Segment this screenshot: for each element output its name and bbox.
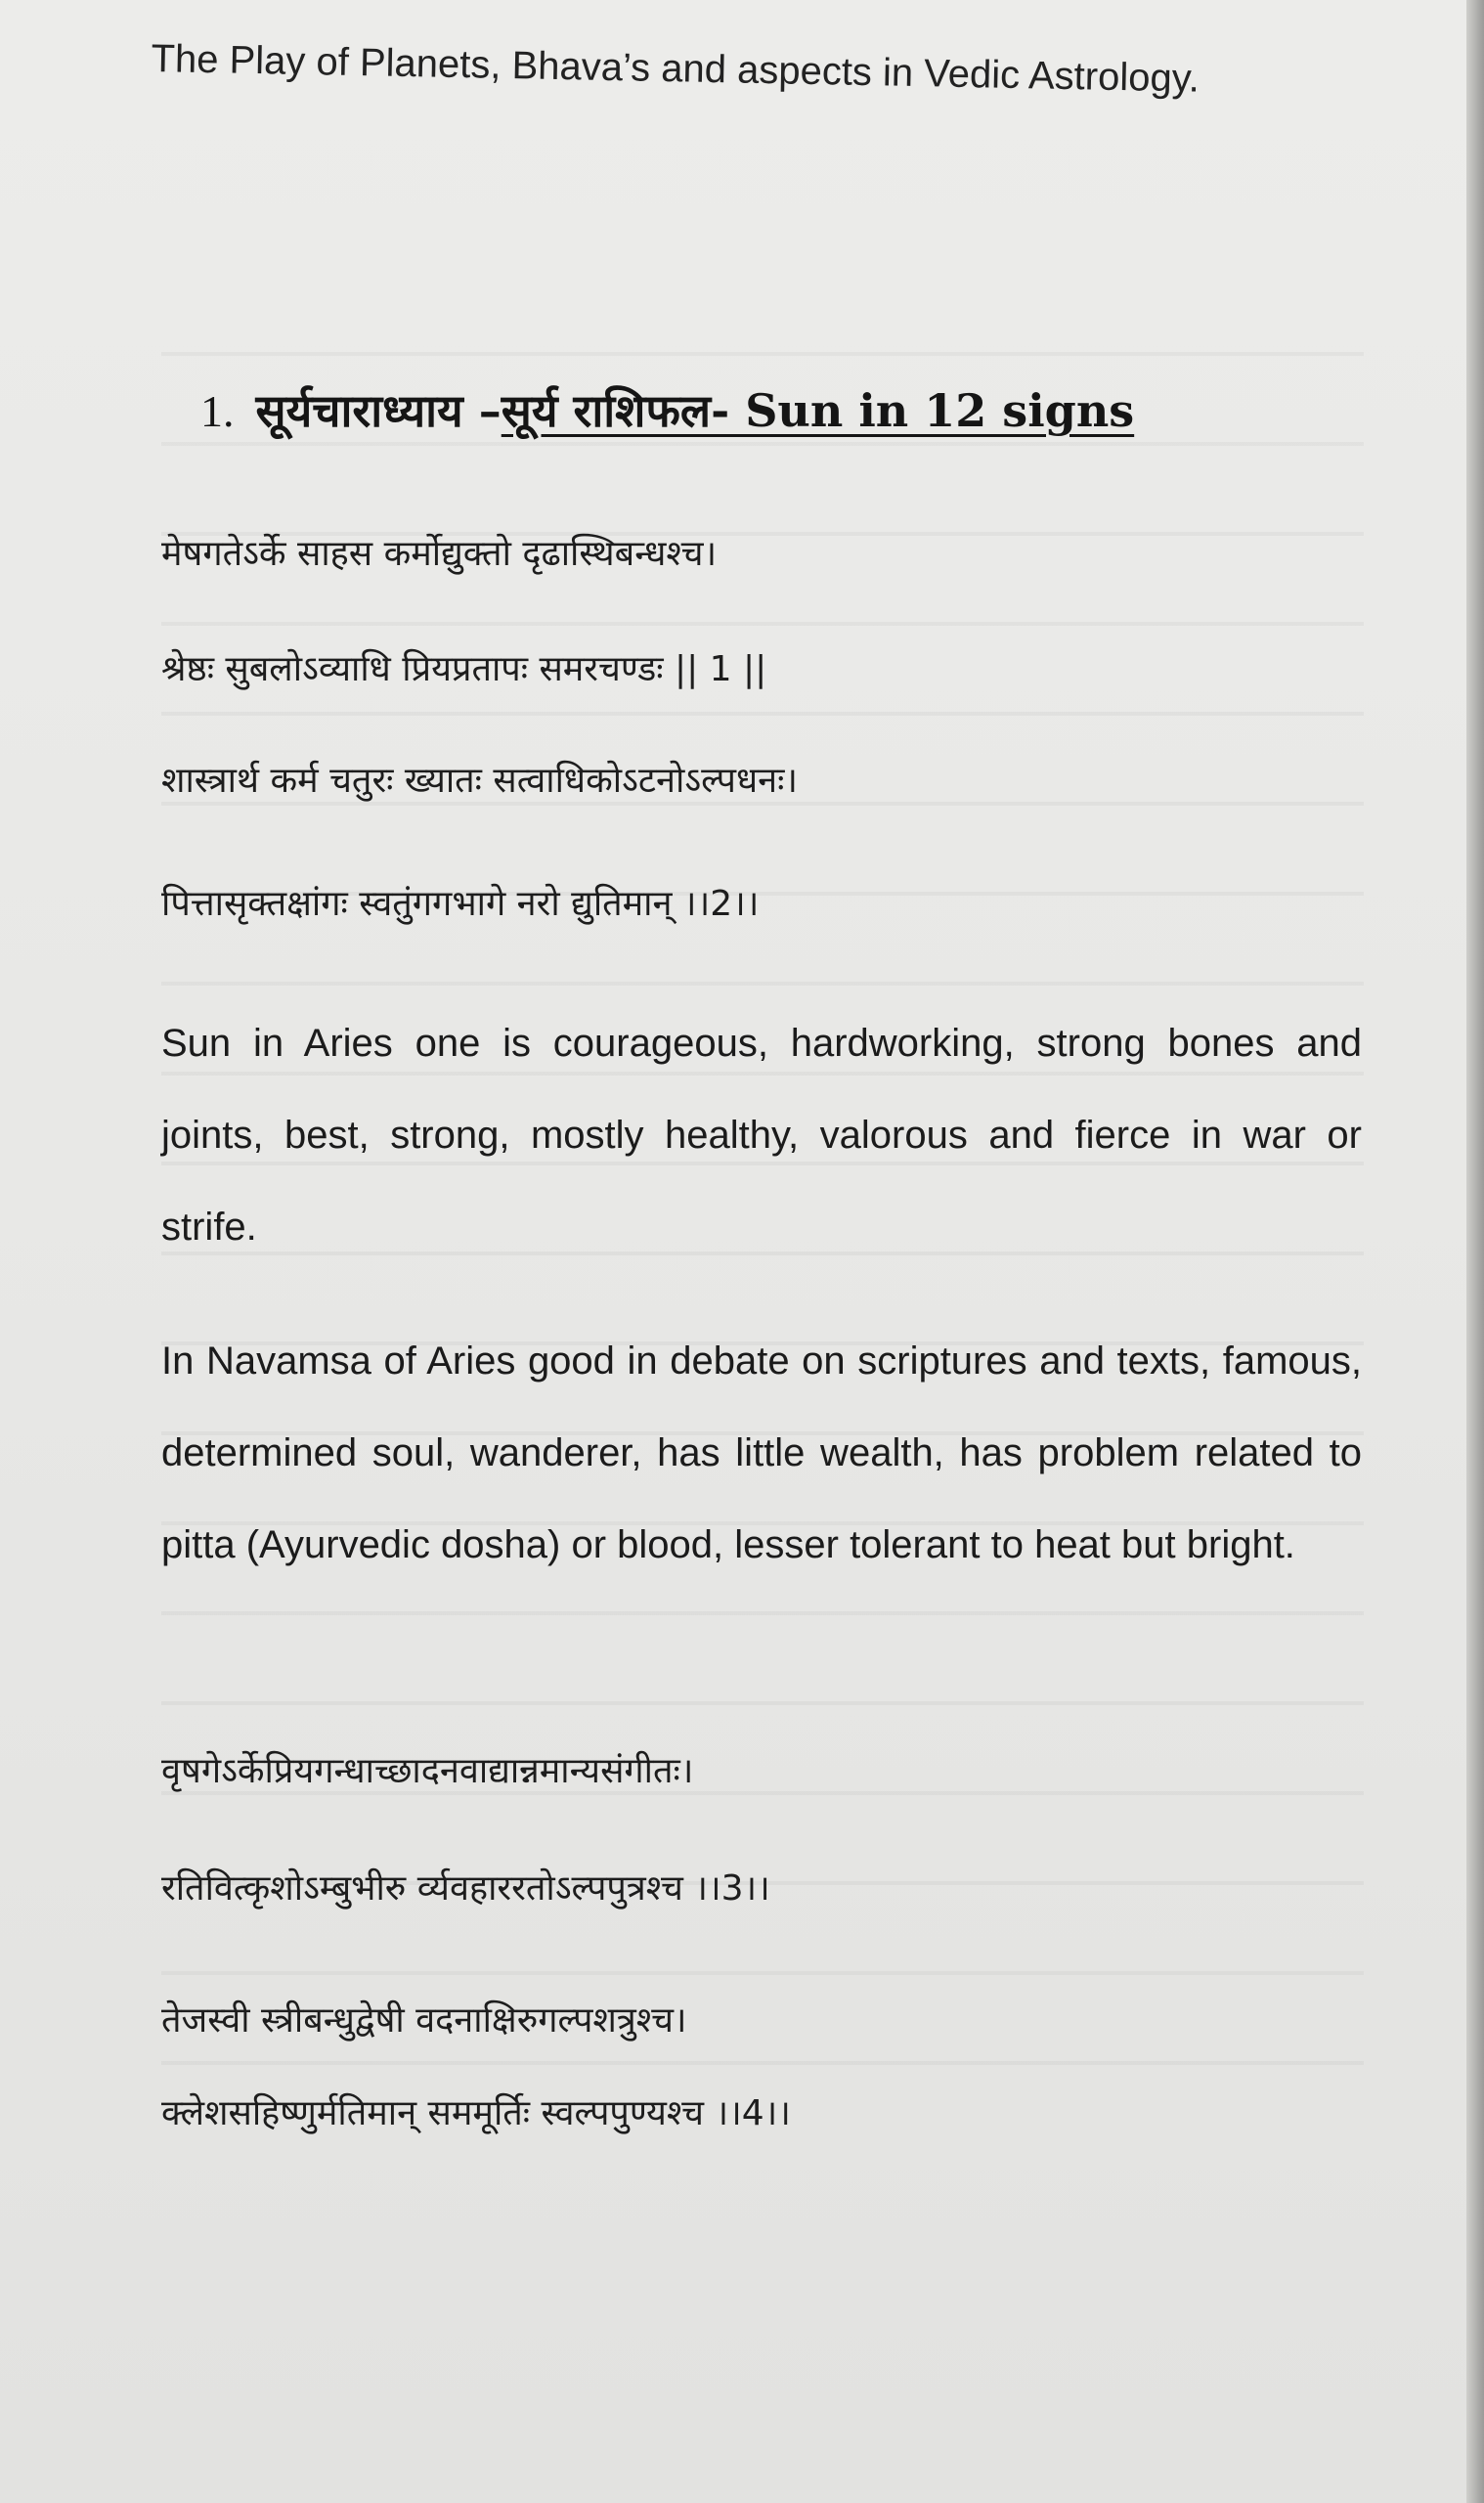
verse-line: पित्तासृक्तक्षांगः स्वतुंगगभागे नरो द्युतिमान् ।।2।। — [161, 884, 760, 924]
chapter-number: 1. — [200, 386, 235, 436]
verse-line: श्रेष्ठः सुबलोऽव्याधि प्रियप्रतापः समरचण्डः || 1 || — [161, 649, 767, 689]
paragraph: In Navamsa of Aries good in debate on scriptures and texts, famous, determined soul, wanderer, has little wealth, has problem related to pitta (Ayurvedic dosha) or blood, lesser tolerant to heat but bright. — [161, 1339, 1362, 1566]
chapter-title-part2: सूर्य राशिफल- Sun in 12 signs — [501, 384, 1135, 437]
running-header: The Play of Planets, Bhava’s and aspects in Vedic Astrology. — [151, 37, 1200, 101]
verse-line: रतिवित्कृशोऽम्बुभीरु र्व्यवहाररतोऽल्पपुत्रश्च ।।3।। — [161, 1868, 770, 1909]
paragraph: Sun in Aries one is courageous, hardworking, strong bones and joints, best, strong, mostly healthy, valorous and fierce in war or strife. — [161, 1022, 1362, 1249]
verse-line: वृषगेऽर्केप्रियगन्धाच्छादनवाद्यान्नमान्यसंगीतः। — [161, 1751, 694, 1791]
verse-line: मेषगतेऽर्के साहस कर्मोद्युक्तो दृढास्थिबन्धश्च। — [161, 534, 718, 574]
page-edge-shadow — [1466, 0, 1484, 2503]
verse-line: तेजस्वी स्त्रीबन्धुद्वेषी वदनाक्षिरुगल्पशत्रुश्च। — [161, 2000, 687, 2041]
chapter-title — [200, 379, 1134, 440]
verse-line: क्लेशसहिष्णुर्मतिमान् सममूर्तिः स्वल्पपुण्यश्च ।।4।। — [161, 2093, 791, 2133]
chapter-title-part1: सूर्यचाराध्याय – — [255, 384, 502, 437]
verse-line: शास्त्रार्थ कर्म चतुरः ख्यातः सत्वाधिकोऽटनोऽल्पधनः। — [161, 761, 799, 801]
